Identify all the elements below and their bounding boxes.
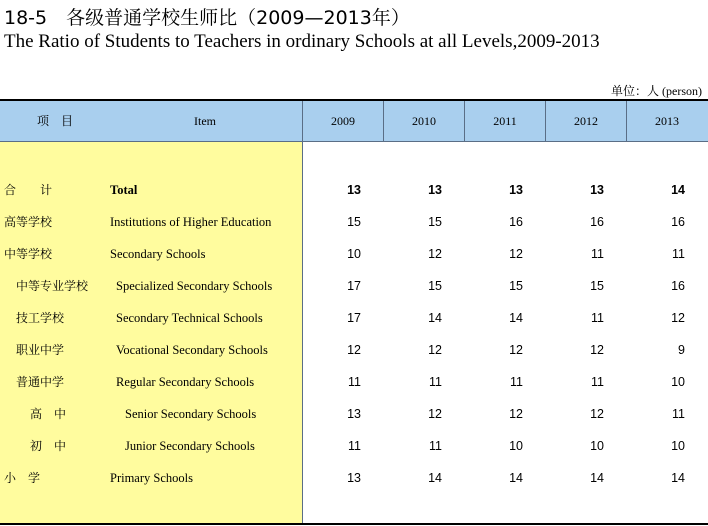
row-label-en: Secondary Schools [110, 247, 206, 261]
cell-2011: 14 [509, 471, 523, 485]
table-row [0, 468, 708, 488]
row-label-cn: 高等学校 [4, 215, 53, 229]
cell-2010: 14 [428, 311, 442, 325]
cell-2011: 15 [509, 279, 523, 293]
cell-2012: 11 [591, 311, 604, 325]
cell-2013: 14 [671, 183, 685, 197]
cell-2010: 15 [428, 279, 442, 293]
cell-2011: 10 [509, 439, 523, 453]
row-label-cn: 中等专业学校 [16, 279, 89, 293]
table-row [0, 372, 708, 392]
cell-2009: 15 [347, 215, 361, 229]
row-label-cn: 普通中学 [16, 375, 65, 389]
table-row [0, 308, 708, 328]
row-label-cn: 初 中 [30, 439, 67, 453]
cell-2010: 11 [429, 375, 442, 389]
table-row [0, 404, 708, 424]
cell-2011: 12 [509, 247, 523, 261]
cell-2010: 12 [428, 407, 442, 421]
cell-2011: 14 [509, 311, 523, 325]
cell-2013: 11 [672, 247, 685, 261]
table-title-chinese: 18-5 各级普通学校生师比（2009—2013年） [4, 7, 410, 29]
header-year-2012: 2012 [574, 114, 598, 128]
cell-2009: 17 [347, 311, 361, 325]
cell-2010: 11 [429, 439, 442, 453]
cell-2009: 13 [347, 183, 361, 197]
table-row [0, 436, 708, 456]
header-year-2013: 2013 [655, 114, 679, 128]
cell-2009: 11 [348, 375, 361, 389]
row-label-cn: 合 计 [4, 183, 53, 197]
cell-2013: 16 [671, 279, 685, 293]
unit-label: 单位：人 (person) [611, 84, 702, 98]
cell-2009: 12 [347, 343, 361, 357]
cell-2010: 14 [428, 471, 442, 485]
row-label-en: Specialized Secondary Schools [116, 279, 273, 293]
cell-2013: 11 [672, 407, 685, 421]
table-row [0, 276, 708, 296]
cell-2012: 10 [590, 439, 604, 453]
row-label-cn: 小 学 [4, 471, 41, 485]
row-label-cn: 职业中学 [16, 343, 65, 357]
row-label-en: Senior Secondary Schools [125, 407, 257, 421]
row-label-en: Junior Secondary Schools [125, 439, 255, 453]
cell-2012: 11 [591, 375, 604, 389]
cell-2011: 13 [509, 183, 523, 197]
cell-2013: 12 [671, 311, 685, 325]
cell-2013: 9 [678, 343, 685, 357]
cell-2012: 14 [590, 471, 604, 485]
table-row [0, 180, 708, 200]
cell-2012: 12 [590, 343, 604, 357]
header-year-2011: 2011 [493, 114, 517, 128]
cell-2012: 11 [591, 247, 604, 261]
header-item-cn: 项 目 [36, 114, 73, 128]
cell-2011: 12 [509, 407, 523, 421]
row-label-cn: 技工学校 [16, 311, 65, 325]
header-year-2010: 2010 [412, 114, 436, 128]
table-row [0, 244, 708, 264]
cell-2009: 13 [347, 471, 361, 485]
cell-2010: 12 [428, 343, 442, 357]
cell-2012: 13 [590, 183, 604, 197]
row-label-en: Vocational Secondary Schools [116, 343, 268, 357]
header-year-2009: 2009 [331, 114, 355, 128]
cell-2010: 12 [428, 247, 442, 261]
cell-2011: 11 [510, 375, 523, 389]
row-label-en: Institutions of Higher Education [110, 215, 272, 229]
cell-2009: 10 [347, 247, 361, 261]
cell-2012: 12 [590, 407, 604, 421]
row-label-en: Secondary Technical Schools [116, 311, 263, 325]
cell-2012: 16 [590, 215, 604, 229]
row-label-cn: 高 中 [30, 407, 67, 421]
table-title-english: The Ratio of Students to Teachers in ordinary Schools at all Levels,2009-2013 [4, 31, 600, 52]
bottom-rule [0, 523, 708, 525]
cell-2013: 14 [671, 471, 685, 485]
cell-2011: 12 [509, 343, 523, 357]
cell-2011: 16 [509, 215, 523, 229]
table-header [0, 101, 708, 142]
cell-2010: 13 [428, 183, 442, 197]
row-label-en: Primary Schools [110, 471, 193, 485]
table-row [0, 340, 708, 360]
cell-2013: 10 [671, 375, 685, 389]
row-label-en: Total [110, 183, 138, 197]
row-label-cn: 中等学校 [4, 247, 53, 261]
cell-2013: 10 [671, 439, 685, 453]
header-item-en: Item [194, 114, 216, 128]
table-row [0, 212, 708, 232]
cell-2012: 15 [590, 279, 604, 293]
row-label-en: Regular Secondary Schools [116, 375, 255, 389]
cell-2010: 15 [428, 215, 442, 229]
cell-2009: 11 [348, 439, 361, 453]
cell-2013: 16 [671, 215, 685, 229]
cell-2009: 13 [347, 407, 361, 421]
cell-2009: 17 [347, 279, 361, 293]
